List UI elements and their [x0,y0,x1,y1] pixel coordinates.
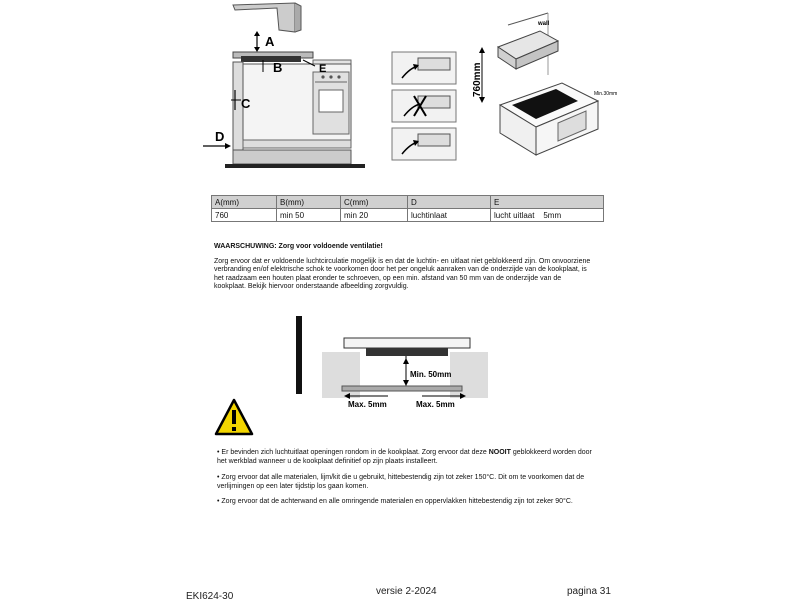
table-cell: 760 [212,209,277,222]
bullet-air-outlet [217,449,597,466]
table-cell: lucht uitlaat 5mm [491,209,604,222]
footer-version: versie 2-2024 [376,586,437,597]
label-a: A [265,34,275,49]
footer-model: EKI624-30 [186,591,234,602]
label-b: B [273,60,283,75]
table-header-row [212,196,604,209]
label-e: E [319,63,327,75]
label-min-50mm: Min. 50mm [410,370,452,379]
bullet-emphasis: NOOIT [488,449,511,456]
ventilation-diagram [290,310,500,415]
dimensions-table [211,195,604,222]
warning-triangle-icon [214,398,254,438]
bullet-text: geblokkeerd worden door het werkblad wanneer u de kookplaat definitief op zijn plaats installeert. [217,449,592,465]
hood-clearance-diagram [470,5,620,160]
bullet-heat-resistant-surroundings: • Zorg ervoor dat de achterwand en alle omringende materialen en oppervlakken hittebestendig zijn tot zeker 90°C. [217,498,573,505]
label-min-30mm: Min.30mm [594,91,618,97]
label-wall: wall [538,21,550,27]
installation-diagram [195,0,365,175]
warning-title: WAARSCHUWING: Zorg voor voldoende ventilatie! [214,243,383,250]
footer-page-number: pagina 31 [567,586,611,597]
table-header-cell: E [491,196,604,209]
label-d: D [215,129,225,144]
label-c: C [241,96,251,111]
warning-paragraph: Zorg ervoor dat er voldoende luchtcirculatie mogelijk is en dat de luchtin- en uitlaat niet geblokkeerd zijn. Om onvoorziene verbranding en/of elektrische schok te voorkomen door het per ongeluk aanraken van de onderzijde van de kookplaat, is het raadzaam een houten plaat eronder te schroeven, op een min. afstand van 50 mm van de onderzijde van de kookplaat. Bekijk hiervoor onderstaande afbeelding zorgvuldig. [214,258,591,290]
table-header-cell: C(mm) [341,196,408,209]
table-row [212,209,604,222]
table-cell: luchtinlaat [408,209,491,222]
installation-steps-diagram [388,50,460,162]
label-max-5mm-left: Max. 5mm [348,400,387,409]
table-header-cell: B(mm) [277,196,341,209]
label-max-5mm-right: Max. 5mm [416,400,455,409]
bullet-text: • Er bevinden zich luchtuitlaat openingen rondom in de kookplaat. Zorg ervoor dat deze [217,449,489,456]
table-header-cell: A(mm) [212,196,277,209]
bullet-heat-resistant-materials: • Zorg ervoor dat alle materialen, lijm/kit die u gebruikt, hittebestendig zijn tot zeker 150°C. Dit om te voorkomen dat de verlijmingen op een later tijdstip los gaan komen. [217,474,585,490]
table-cell: min 20 [341,209,408,222]
label-760mm: 760mm [472,62,483,97]
table-cell: min 50 [277,209,341,222]
table-header-cell: D [408,196,491,209]
